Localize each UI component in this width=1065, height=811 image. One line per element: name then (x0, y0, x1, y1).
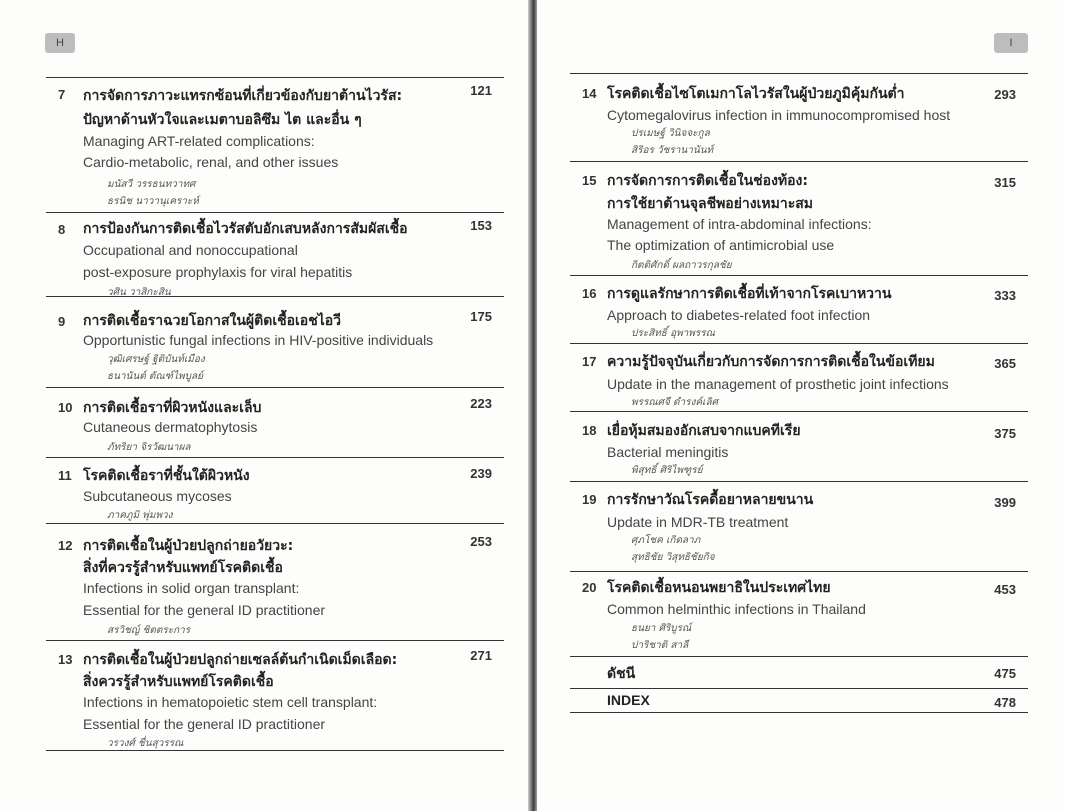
chapter-title-thai: เยื่อหุ้มสมองอักเสบจากแบคทีเรีย (607, 423, 801, 439)
toc-entry-12[interactable] (46, 523, 504, 641)
chapter-title-english: The optimization of antimicrobial use (607, 237, 835, 253)
toc-entry-7[interactable] (46, 77, 504, 213)
chapter-author: วุฒิเศรษฐ์ ฐิติบันท์เมือง (107, 354, 205, 365)
page-number: 453 (994, 582, 1016, 597)
chapter-author: กิตติศักดิ์ ผลถาวรกุลชัย (631, 260, 732, 271)
chapter-number: 9 (58, 314, 66, 329)
chapter-author: ปรเมษฐ์ วินิจจะกูล (631, 128, 710, 139)
chapter-title-english: Update in the management of prosthetic joint infections (607, 376, 949, 392)
chapter-title-thai: การดูแลรักษาการติดเชื้อที่เท้าจากโรคเบาหวาน (607, 286, 892, 302)
chapter-title-thai: โรคติดเชื้อไซโตเมกาโลไวรัสในผู้ป่วยภูมิคุ้มกันต่ำ (607, 86, 905, 102)
right-page (537, 0, 1065, 811)
chapter-number: 8 (58, 222, 66, 237)
chapter-title-thai: ปัญหาด้านหัวใจและเมตาบอลิซึม ไต และอื่น ๆ (83, 112, 362, 128)
section-tab-left: H (45, 33, 75, 53)
chapter-number: 12 (58, 538, 73, 553)
chapter-title-english: Cytomegalovirus infection in immunocompromised host (607, 107, 951, 123)
chapter-author: วศิน วาสิกะสิน (107, 287, 171, 298)
chapter-title-english: Occupational and nonoccupational (83, 242, 298, 258)
toc-entry-13[interactable] (46, 640, 504, 753)
divider (46, 750, 504, 751)
chapter-number: 15 (582, 173, 597, 188)
chapter-title-thai: โรคติดเชื้อราที่ชั้นใต้ผิวหนัง (83, 468, 250, 484)
chapter-title-english: Cutaneous dermatophytosis (83, 419, 258, 435)
toc-entry-index-english[interactable] (570, 688, 1028, 713)
page-number: 399 (994, 495, 1016, 510)
chapter-title-thai: สิ่งที่ควรรู้สำหรับแพทย์โรคติดเชื้อ (83, 560, 283, 576)
chapter-title-thai: การจัดการการติดเชื้อในช่องท้อง: (607, 173, 808, 189)
chapter-number: 7 (58, 87, 66, 102)
chapter-title-english: Cardio-metabolic, renal, and other issues (83, 154, 339, 170)
page-number: 365 (994, 356, 1016, 371)
chapter-title-english: Essential for the general ID practitioner (83, 716, 326, 732)
chapter-author: ภัทริยา จิรวัฒนาผล (107, 442, 191, 453)
chapter-author: มนัสวี วรรธนทวาทศ (107, 179, 196, 190)
page-number: 375 (994, 426, 1016, 441)
chapter-title-thai: ความรู้ปัจจุบันเกี่ยวกับการจัดการการติดเชื้อในข้อเทียม (607, 354, 935, 370)
chapter-title-english: Approach to diabetes-related foot infection (607, 307, 871, 323)
page-number: 153 (470, 218, 492, 233)
left-page (0, 0, 529, 811)
chapter-title-english: Bacterial meningitis (607, 444, 729, 460)
toc-entry-20[interactable] (570, 571, 1028, 657)
chapter-number: 10 (58, 400, 73, 415)
toc-entry-10[interactable] (46, 387, 504, 458)
chapter-title-thai: การติดเชื้อราที่ผิวหนังและเล็บ (83, 400, 262, 416)
chapter-title-thai: การป้องกันการติดเชื้อไวรัสตับอักเสบหลังการสัมผัสเชื้อ (83, 221, 408, 237)
chapter-number: 11 (58, 468, 72, 483)
chapter-title-english: Opportunistic fungal infections in HIV-positive individuals (83, 332, 434, 348)
toc-entry-18[interactable] (570, 411, 1028, 482)
page-number: 478 (994, 695, 1016, 710)
chapter-title-thai: การจัดการภาวะแทรกซ้อนที่เกี่ยวข้องกับยาต้านไวรัส: (83, 88, 403, 104)
chapter-author: ธนานันต์ ตัณฑ์ไพบูลย์ (107, 371, 203, 382)
divider (570, 712, 1028, 713)
chapter-title-english: Managing ART-related complications: (83, 133, 315, 149)
chapter-title-thai: การใช้ยาต้านจุลชีพอย่างเหมาะสม (607, 196, 814, 212)
toc-entry-14[interactable] (570, 73, 1028, 162)
chapter-author: ธรนิช นาวานุเคราะห์ (107, 196, 199, 207)
chapter-title-thai: การติดเชื้อในผู้ป่วยปลูกถ่ายอวัยวะ: (83, 538, 294, 554)
index-title: INDEX (607, 692, 650, 708)
chapter-title-english: Update in MDR-TB treatment (607, 514, 789, 530)
chapter-title-english: post-exposure prophylaxis for viral hepatitis (83, 264, 353, 280)
chapter-number: 20 (582, 580, 597, 595)
page-number: 239 (470, 466, 492, 481)
chapter-author: ศุภโชค เกิดลาภ (631, 535, 701, 546)
chapter-number: 19 (582, 492, 597, 507)
chapter-author: สุทธิชัย วิสุทธิชัยกิจ (631, 552, 715, 563)
chapter-author: ปาริชาติ สาลี (631, 640, 689, 651)
toc-entry-9[interactable] (46, 296, 504, 388)
toc-entry-15[interactable] (570, 161, 1028, 276)
index-title: ดัชนี (607, 665, 636, 681)
chapter-title-english: Infections in hematopoietic stem cell transplant: (83, 694, 378, 710)
toc-entry-16[interactable] (570, 275, 1028, 344)
page-number: 271 (470, 648, 492, 663)
chapter-author: ประสิทธิ์ อุพาพรรณ (631, 328, 715, 339)
chapter-author: สิริอร วัชรานานันท์ (631, 145, 714, 156)
chapter-title-english: Essential for the general ID practitioner (83, 602, 326, 618)
chapter-title-thai: การติดเชื้อราฉวยโอกาสในผู้ติดเชื้อเอชไอวี (83, 313, 342, 329)
chapter-author: พิสุทธิ์ ศิริไพฑูรย์ (631, 465, 703, 476)
page-number: 293 (994, 87, 1016, 102)
chapter-title-thai: การติดเชื้อในผู้ป่วยปลูกถ่ายเซลล์ต้นกำเนิดเม็ดเลือด: (83, 652, 398, 668)
page-number: 475 (994, 666, 1016, 681)
chapter-title-english: Infections in solid organ transplant: (83, 580, 300, 596)
chapter-author: สรวิชญ์ ชิตตระการ (107, 625, 191, 636)
toc-entry-11[interactable] (46, 457, 504, 524)
section-tab-right: I (994, 33, 1028, 53)
page-number: 253 (470, 534, 492, 549)
toc-entry-17[interactable] (570, 343, 1028, 412)
page-number: 333 (994, 288, 1016, 303)
chapter-number: 14 (582, 86, 597, 101)
page-number: 175 (470, 309, 492, 324)
page-number: 223 (470, 396, 492, 411)
chapter-number: 17 (582, 354, 597, 369)
chapter-title-english: Management of intra-abdominal infections: (607, 216, 872, 232)
chapter-title-english: Common helminthic infections in Thailand (607, 601, 866, 617)
chapter-number: 18 (582, 423, 597, 438)
toc-entry-19[interactable] (570, 481, 1028, 572)
page-number: 121 (470, 83, 492, 98)
chapter-author: พรรณศจี ดำรงค์เลิศ (631, 397, 718, 408)
chapter-number: 13 (58, 652, 73, 667)
chapter-author: ธนยา ศิริบูรณ์ (631, 623, 692, 634)
toc-entry-index-thai[interactable] (570, 656, 1028, 689)
chapter-title-english: Subcutaneous mycoses (83, 488, 232, 504)
toc-entry-8[interactable] (46, 212, 504, 297)
chapter-title-thai: สิ่งควรรู้สำหรับแพทย์โรคติดเชื้อ (83, 674, 274, 690)
chapter-author: วรวงศ์ ชื่นสุวรรณ (107, 738, 184, 749)
page-number: 315 (994, 175, 1016, 190)
chapter-title-thai: การรักษาวัณโรคดื้อยาหลายขนาน (607, 492, 814, 508)
chapter-author: ภาคภูมิ พุ่มพวง (107, 510, 173, 521)
chapter-number: 16 (582, 286, 597, 301)
chapter-title-thai: โรคติดเชื้อหนอนพยาธิในประเทศไทย (607, 580, 831, 596)
